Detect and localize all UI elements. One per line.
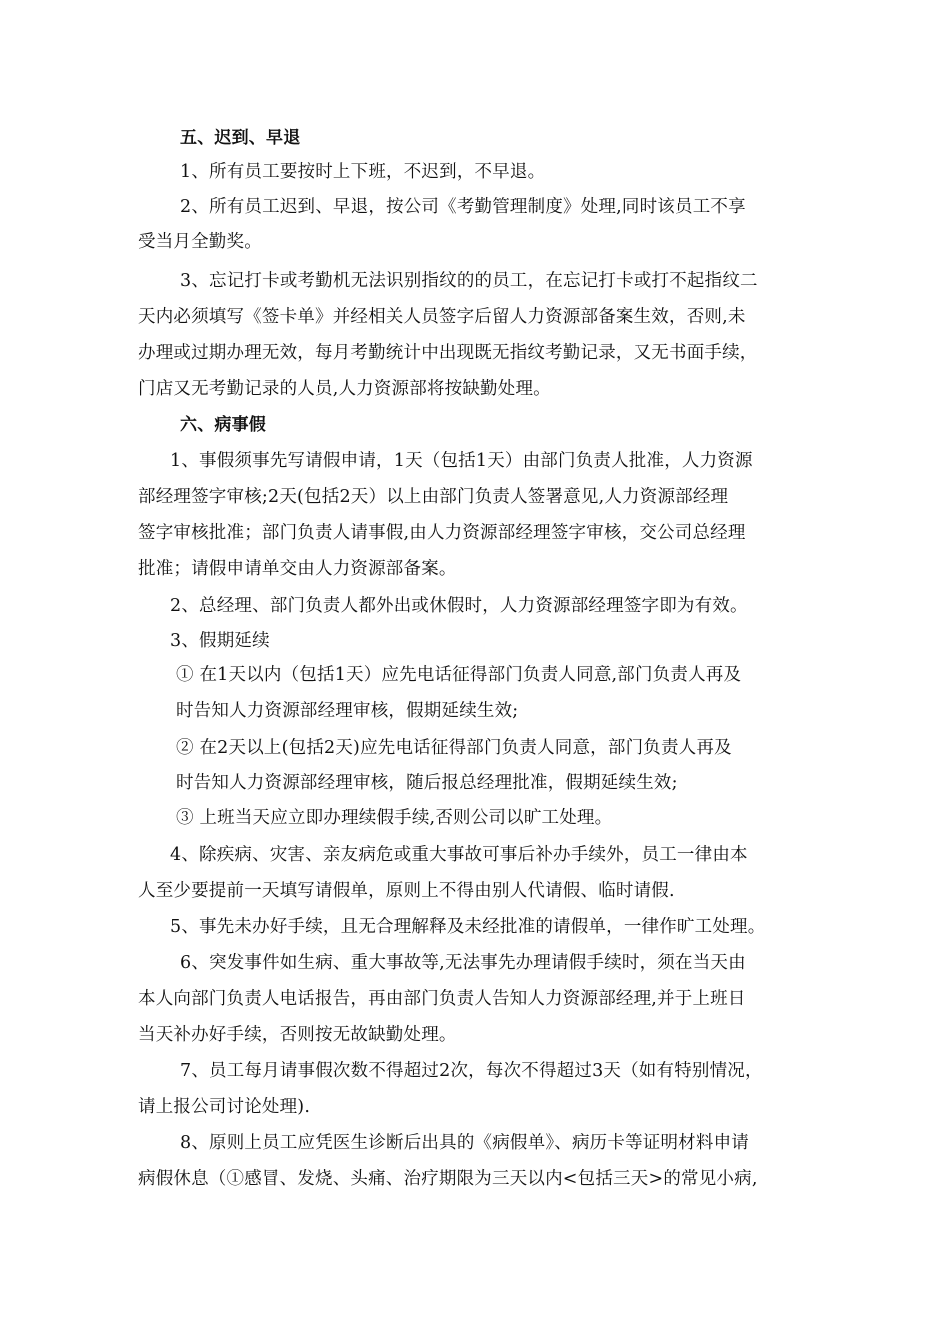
paragraph-line: 本人向部门负责人电话报告，再由部门负责人告知人力资源部经理,并于上班日 [138,989,746,1009]
paragraph-line: 1、所有员工要按时上下班，不迟到，不早退。 [180,162,546,182]
section-heading-lateness: 五、迟到、早退 [180,128,301,148]
paragraph-line: 批准；请假申请单交由人力资源部备案。 [138,559,457,579]
paragraph-line: 4、除疾病、灾害、亲友病危或重大事故可事后补办手续外，员工一律由本 [170,845,748,865]
list-item-line: 时告知人力资源部经理审核，随后报总经理批准，假期延续生效; [176,773,678,793]
paragraph-line: 请上报公司讨论处理). [138,1097,311,1117]
paragraph-line: 1、事假须事先写请假申请，1天（包括1天）由部门负责人批准，人力资源 [170,451,753,471]
paragraph-line: 签字审核批准；部门负责人请事假,由人力资源部经理签字审核，交公司总经理 [138,523,746,543]
paragraph-line: 2、总经理、部门负责人都外出或休假时，人力资源部经理签字即为有效。 [170,596,748,616]
paragraph-line: 7、员工每月请事假次数不得超过2次，每次不得超过3天（如有特别情况， [180,1061,763,1081]
paragraph-line: 天内必须填写《签卡单》并经相关人员签字后留人力资源部备案生效，否则,未 [138,307,746,327]
list-item-line: 时告知人力资源部经理审核，假期延续生效; [176,701,519,721]
paragraph-line: 8、原则上员工应凭医生诊断后出具的《病假单》、病历卡等证明材料申请 [180,1133,749,1153]
section-heading-leave: 六、病事假 [180,415,266,435]
list-item-line: ① 在1天以内（包括1天）应先电话征得部门负责人同意,部门负责人再及 [176,665,742,685]
paragraph-line: 病假休息（①感冒、发烧、头痛、治疗期限为三天以内<包括三天>的常见小病, [138,1169,758,1189]
list-item-line: ② 在2天以上(包括2天)应先电话征得部门负责人同意，部门负责人再及 [176,738,732,758]
paragraph-line: 当天补办好手续，否则按无故缺勤处理。 [138,1025,457,1045]
paragraph-line: 受当月全勤奖。 [138,232,262,252]
paragraph-line: 3、假期延续 [170,631,270,651]
paragraph-line: 门店又无考勤记录的人员,人力资源部将按缺勤处理。 [138,379,551,399]
paragraph-line: 6、突发事件如生病、重大事故等,无法事先办理请假手续时，须在当天由 [180,953,746,973]
paragraph-line: 3、忘记打卡或考勤机无法识别指纹的的员工，在忘记打卡或打不起指纹二 [180,271,758,291]
paragraph-line: 人至少要提前一天填写请假单，原则上不得由别人代请假、临时请假. [138,881,675,901]
paragraph-line: 5、事先未办好手续，且无合理解释及未经批准的请假单，一律作旷工处理。 [170,917,766,937]
paragraph-line: 部经理签字审核;2天(包括2天）以上由部门负责人签署意见,人力资源部经理 [138,487,729,507]
list-item-line: ③ 上班当天应立即办理续假手续,否则公司以旷工处理。 [176,808,613,828]
paragraph-line: 2、所有员工迟到、早退，按公司《考勤管理制度》处理,同时该员工不享 [180,197,746,217]
paragraph-line: 办理或过期办理无效，每月考勤统计中出现既无指纹考勤记录，又无书面手续， [138,343,758,363]
